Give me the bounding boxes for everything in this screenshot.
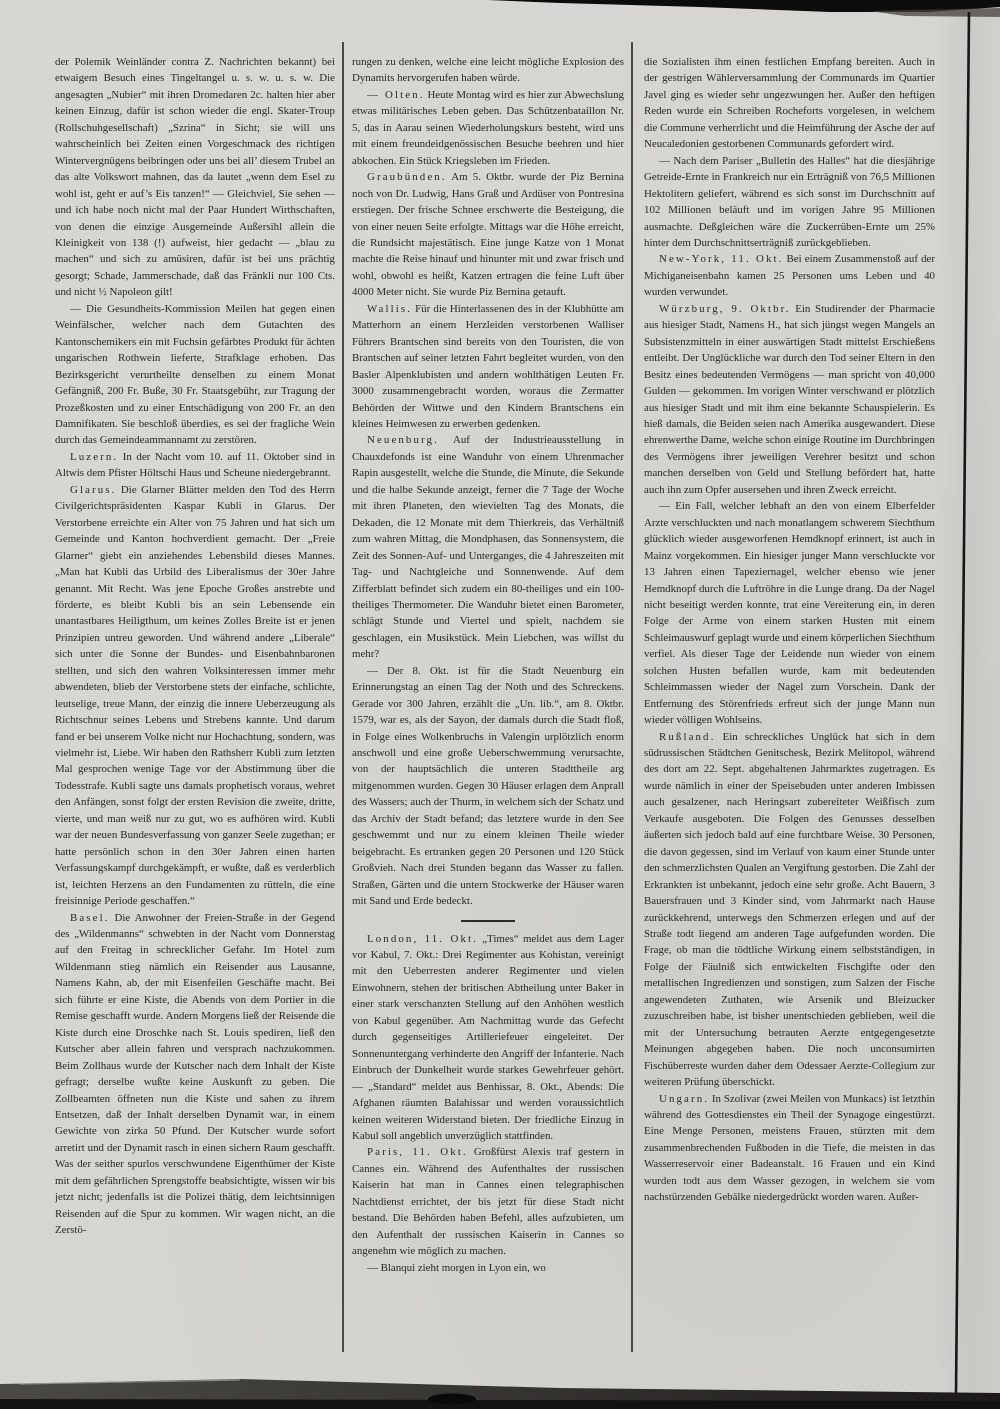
scan-top-edge-shadow [488, 0, 1000, 12]
section-lead: Glarus. [70, 483, 117, 496]
paragraph: — Die Gesundheits-Kommission Meilen hat gegen einen Weinfälscher, welcher nach dem Gutachten des Kantonschemikers ein mit Fuchsin gefärbtes Produkt für ächten ungarischen Rothwein lieferte, Strafklage erhoben. Das Bezirksgericht verurtheilte denselben zu einem Monat Gefängniß, 200 Fr. Buße, 30 Fr. Staatsgebühr, zur Tragung der Prozeßkosten und zu einer Entschädigung von 200 Fr. an den Damnifikaten. Sie beschloß überdies, es sei der fragliche Wein durch das Gemeindeammannamt zu zerstören. [55, 302, 335, 447]
scan-bottom-edge-highlight [20, 1380, 240, 1384]
paragraph: New-York, 11. Okt. Bei einem Zusammenstoß auf der Michiganeisenbahn kamen 25 Personen ums Leben und 40 wurden verwundet. [644, 253, 935, 299]
section-lead: Basel. [70, 911, 110, 924]
section-lead: Würzburg, 9. Oktbr. [659, 302, 791, 315]
column-divider-rule [342, 42, 344, 1352]
section-lead: Luzern. [70, 450, 119, 463]
paragraph: Wallis. Für die Hinterlassenen des in der Klubhütte am Matterhorn an einem Herzleiden verstorbenen Walliser Führers Brantschen sind bereits von den Touristen, die von Brantschen auf seiner letzten Fahrt begleitet wurden, von den Basler Alpenklubisten und andern wohlthätigen Leuten Fr. 3000 zusammengebracht worden, woraus die Zermatter Behörden der Wittwe und den Kindern Brantschens ein kleines Heimwesen zu erwerben gedenken. [352, 302, 624, 430]
paragraph: London, 11. Okt. „Times“ meldet aus dem Lager vor Kabul, 7. Okt.: Drei Regimenter aus Kohistan, vereinigt mit den Ueberresten anderer Regimenter und vielen Einwohnern, stehen der britischen Abtheilung unter Baker in einer stark verschanzten Stellung auf den Anhöhen westlich von Kabul gegenüber. Am Nachmittag wurde das Gefecht durch gegenseitiges Artilleriefeuer eingeleitet. Der Sonnenuntergang verhinderte den Angriff der Infanterie. Nach Einbruch der Dunkelheit wurde starkes Gewehrfeuer gehört. — „Standard“ meldet aus Benhissar, 8. Okt., Abends: Die Afghanen räumten Balahissar und werden voraussichtlich keinen weiteren Widerstand bieten. Der friedliche Einzug in Kabul soll angeblich unverzüglich stattfinden. [352, 932, 624, 1142]
section-lead: New-York, 11. Okt. [659, 253, 784, 266]
section-lead: Ungarn. [659, 1092, 710, 1105]
section-lead: Neuenburg. [367, 434, 439, 447]
paragraph: Rußland. Ein schreckliches Unglück hat sich in dem südrussischen Städtchen Genitschesk, Bezirk Melitopol, während des dort am 22. Sept. abgehaltenen Jahrmarktes zugetragen. Es wurde nämlich in einer der Speisebuden unter anderen Imbissen auch gesalzener, nach Heringsart zubereiteter Weißfisch zum Verkaufe ausgeboten. Die Folgen des Genusses desselben äußerten sich jedoch bald auf eine furchtbare Weise. 30 Personen, die davon gegessen, sind im Verlauf von kaum einer Stunde unter den schmerzlichsten Qualen an Vergiftung gestorben. Die Zahl der Erkrankten ist unbekannt, jedoch eine sehr große. Acht Bauern, 3 Bauersfrauen und 3 Kinder sind, vom Jahrmarkt nach Hause zurückkehrend, unterwegs den Schmerzen erlegen und auf der Straße todt liegend am anderen Tage aufgefunden worden. Die Frage, ob man die tödtliche Wirkung einem selbstständigen, in Folge der Fäulniß sich entwickelten Fischgifte oder den metallischen Ingredienzen und sonstigen, zum Salzen der Fische angewendeten Zuthaten, wie Arsenik und Bleizucker zuzuschreiben habe, ist bisher unentschieden geblieben, weil die mit der Untersuchung betrauten Aerzte entgegengesetzte Meinungen abgegeben haben. Die noch unconsumirten Fischüberreste wurden daher dem Odessaer Aerzte-Collegium zur weiteren Prüfung überschickt. [644, 730, 935, 1089]
paragraph: — Olten. Heute Montag wird es hier zur Abwechslung etwas militärisches Leben geben. Das Schützenbataillon Nr. 5, das in Aarau seinen Wiederholungskurs besteht, wird uns mit einem freundeidgenössischen Besuche beehren und hier abkochen. Ein Stück Kriegsleben im Frieden. [352, 88, 624, 167]
paragraph: die Sozialisten ihm einen festlichen Empfang bereiten. Auch in der gestrigen Wählerversammlung der Communards im Quartier Javel ging es wieder sehr ungezwungen her. Außer den heftigen Reden wurde ein Schreiben Rocheforts vorgelesen, in welchem die Commune verherrlicht und die Heimführung der Asche der auf Neucaledonien gestorbenen Communards gefordert wird. [644, 56, 935, 151]
paragraph: rungen zu denken, welche eine leicht mögliche Explosion des Dynamits hervorgerufen haben würde. [352, 56, 624, 85]
paragraph: Ungarn. In Szolivar (zwei Meilen von Munkacs) ist letzthin während des Gottesdienstes ein Theil der Synagoge eingestürzt. Eine Menge Personen, meistens Frauen, stürzten mit dem zusammenbrechenden Fußboden in die Tiefe, die meisten in das Wasserreservoir einer Badeanstalt. 16 Frauen und ein Kind wurden todt aus dem Wasser gezogen, in welchem sie vom nachstürzenden Gebälke niedergedrückt worden waren. Außer- [644, 1092, 935, 1204]
text-column-1 [55, 54, 335, 1354]
section-lead: Graubünden. [367, 171, 447, 184]
section-lead: London, 11. Okt. [367, 932, 478, 945]
section-lead: Wallis. [367, 302, 412, 315]
page-margin-shade [935, 0, 1000, 1409]
section-lead: — Olten. [367, 88, 425, 101]
section-lead: Rußland. [659, 730, 716, 743]
paragraph: Luzern. In der Nacht vom 10. auf 11. Oktober sind in Altwis dem Pfister Höltschi Haus und Scheune niedergebrannt. [55, 450, 335, 480]
section-lead: Paris, 11. Okt. [367, 1146, 468, 1159]
ink-smudge [428, 1394, 476, 1405]
paragraph: Glarus. Die Glarner Blätter melden den Tod des Herrn Civilgerichtspräsidenten Kaspar Kubli in Glarus. Der Verstorbene erreichte ein Alter von 75 Jahren und hat sich um Gemeinde und Kanton hochverdient gemacht. Der „Freie Glarner“ giebt ein anziehendes Lebensbild dieses Mannes. „Man hat Kubli das Urbild des Liberalismus der 30er Jahre genannt. Mit Recht. Was jene Epoche Großes anstrebte und förderte, es bleibt Kubli bis an sein Lebensende ein unantastbares Heiligthum, um keines Zolles Breite ist er jenen Prinzipien untreu geworden. Und während andere „Liberale“ sich unter die Sonne der Bundes- und Eisenbahnbaronen stellten, und sich den wahren Volksinteressen immer mehr abwendeten, blieb der Verstorbene stets der einfache, schlichte, leutselige, treue Mann, der einzig die innere Ueberzeugung als Richtschnur seines Lebens und Strebens kannte. Und darum fand er bei unserem Volke nicht nur Hochachtung, sondern, was vielmehr ist, Liebe. Wir haben den Rathsherr Kubli zum letzten Mal gesprochen wenige Tage vor der Abstimmung über die Todesstrafe. Kubli sagte uns damals prophetisch voraus, wehret den Anfängen, sonst folgt der ersten Revision die zweite, dritte, vierte, und man weiß nur zu gut, wo es aufhören wird. Kubli war der neuen Bundesverfassung von ganzer Seele zugethan; er hatte persönlich schon in den 30er Jahren einen harten Verfassungskampf durchgekämpft, er wußte, daß es verderblich ist, leichten Herzens an den Fundamenten zu rütteln, die eine freisinnige Periode geschaffen.“ [55, 483, 335, 908]
section-separator-rule [461, 920, 515, 922]
paragraph: der Polemik Weinländer contra Z. Nachrichten bekannt) bei etwaigem Besuch eines Tingeltangel u. s. w. u. s. w. Die angesagten „Nubier“ mit ihren Dromedaren 2c. halten hier aber keinen Einzug, dafür ist schon wieder die engl. Skater-Troup (Rollschuhgesellschaft) „Szrina“ in Sicht; sie will uns wahrscheinlich bei Zeiten einen Vorgeschmack des richtigen Wintervergnügens beibringen oder uns bei all’ diesem Trubel an das alte Volkswort mahnen, das da lautet „wenn dem Esel zu wohl ist, geht er auf’s Eis tanzen!“ — Gleichviel, Sie sehen — und ich habe noch nicht mal der Paar Hundert Wirthschaften, von denen die einzige Ausgemeinde Außersihl allein die Kleinigkeit von 138 (!) aufweist, hier gedacht — „blau zu machen“ und sich zu amüsiren, dafür ist bei uns prächtig gesorgt; Schade, Jammerschade, daß das Fränkli nur 100 Cts. und nicht ½ Napoleon gilt! [55, 56, 335, 299]
paragraph: Graubünden. Am 5. Oktbr. wurde der Piz Bernina noch von Dr. Ludwig, Hans Graß und Ardüser von Pontresina erstiegen. Der frische Schnee erschwerte die Besteigung, die von einer neuen Seite erfolgte. Mittags war die Höhe erreicht, die Rundsicht majestätisch. Eine junge Katze von 1 Monat machte die Reise hinauf und hinunter mit und zwar frisch und wohl, obwohl es heißt, Katzen ertragen die feine Luft über 4000 Meter nicht. Sie wurde Piz Bernina getauft. [352, 171, 624, 299]
scan-bottom-edge-shadow-dark [0, 1399, 1000, 1409]
paragraph: — Blanqui zieht morgen in Lyon ein, wo [367, 1261, 546, 1274]
paragraph: Basel. Die Anwohner der Freien-Straße in der Gegend des „Wildenmanns“ schwebten in der Nacht vom Donnerstag auf den Freitag in schrecklicher Gefahr. Im Hotel zum Wildenmann stieg nämlich ein Reisender aus Lausanne, Namens Kahn, ab, der mit Eisenfeilen Geschäfte macht. Bei sich führte er eine Kiste, die Abends von dem Portier in die Remise geschafft wurde. Andern Morgens ließ der Reisende die Kiste durch eine Droschke nach St. Louis spediren, ließ den Kutscher aber allein fahren und versprach nachzukommen. Beim Zollhaus wurde der Kutscher nach dem Inhalt der Kiste gefragt; derselbe wußte keine Auskunft zu geben. Die Zollbeamten öffneten nun die Kiste und sahen zu ihrem Entsetzen, daß der Inhalt derselben Dynamit war, in einem Gewichte von zirka 50 Pfund. Der Kutscher wurde sofort arretirt und der Dynamit rasch in einen sichern Raum geschafft. Was der seither spurlos verschwundene Eigenthümer der Kiste mit dem gefährlichen Sprengstoffe beabsichtigte, wissen wir bis jetzt nicht; jedenfalls ist die Polizei thätig, dem leichtsinnigen Reisenden auf die Spur zu kommen. Wir wagen nicht, an die Zerstö- [55, 911, 335, 1237]
paragraph: Paris, 11. Okt. Großfürst Alexis traf gestern in Cannes ein. Während des Aufenthaltes der russischen Kaiserin hat man in Cannes einen telegraphischen Nachtdienst errichtet, der bis jetzt für diese Stadt nicht bestand. Die Behörden haben Befehl, alles aufzubieten, um den Aufenthalt der russischen Kaiserin in Cannes so angenehm wie möglich zu machen. [352, 1146, 624, 1258]
paragraph: Neuenburg. Auf der Industrieausstellung in Chauxdefonds ist eine Wanduhr von einem Uhrenmacher Rapin ausgestellt, welche die Stunde, die Minute, die Sekunde und die halbe Sekunde anzeigt, ferner die 7 Tage der Woche mit ihren Planeten, den wievielten Tag des Monats, die Dekaden, die 12 Monate mit dem Thierkreis, das Verhältniß zum wahren Mittag, die Mondphasen, das Sonnensystem, die Zeit des Sonnen-Auf- und Unterganges, die 4 Jahreszeiten mit Tag- und Nachtgleiche und Sonnenwende. Auf dem Zifferblatt befindet sich zudem ein 80-theiliges und ein 100-theiliges Thermometer. Die Wanduhr bietet einen Barometer, schlägt Stunde und Viertel und spielt, nachdem sie geschlagen, ein Musikstück. Mein Liebchen, was willst du mehr? [352, 434, 624, 661]
scan-bottom-edge-shadow [0, 1379, 1000, 1409]
paragraph: — Der 8. Okt. ist für die Stadt Neuenburg ein Erinnerungstag an einen Tag der Noth und des Schreckens. Gerade vor 300 Jahren, erzählt die „Un. lib.“, am 8. Oktbr. 1579, war es, als der Sayon, der damals durch die Stadt floß, in Folge eines Wolkenbruchs in Valengin urplötzlich enorm anschwoll und eine große Ueberschwemmung verursachte, von der hauptsächlich die unteren Stadttheile arg mitgenommen wurden. Gegen 30 Häuser erlagen dem Anprall des Wassers; auch der Thurm, in welchem sich der Schatz und das Archiv der Stadt befand; das letztere wurde in den See geschwemmt und nur zu einem kleinen Theile wieder beigebracht. Es ertranken gegen 20 Personen und 120 Stück Großvieh. Nach drei Stunden begann das Wasser zu fallen. Straßen, Gärten und die untern Stockwerke der Häuser waren mit Sand und Erde bedeckt. [352, 664, 624, 908]
column-divider-rule [631, 42, 633, 1352]
paragraph: Würzburg, 9. Oktbr. Ein Studirender der Pharmacie aus hiesiger Stadt, Namens H., hat sich jüngst wegen Mangels an Subsistenzmitteln in einer auswärtigen Stadt mittelst Erschießens entleibt. Der Unglückliche war durch den Tod seiner Eltern in den Besitz eines bedeutenden Vermögens — man spricht von 40,000 Gulden — gekommen. Im vorigen Winter verschwand er plötzlich aus hiesiger Stadt und mit ihm eine bekannte Schauspielerin. Es hieß damals, die Beiden seien nach Amerika ausgewandert. Diese ehrenwerthe Dame, welche schon einige Routine im Durchbringen des Vermögens ihrer jeweiligen Verehrer besitzt und schon manchen derselben von Geld und Stellung befördert hat, hatte auch ihn zum Opfer ausersehen und ihren Zweck erreicht. [644, 302, 935, 496]
paragraph: — Ein Fall, welcher lebhaft an den von einem Elberfelder Arzte verschluckten und nach monatlangem schwerem Siechthum glücklich wieder ausgeworfenen Hemdknopf erinnert, ist auch in Mainz vorgekommen. Ein hiesiger junger Mann verschluckte vor 13 Jahren einen Tapeziernagel, welcher ebenso wie jener Hemdknopf durch die Luftröhre in die Lunge drang. Da der Nagel nicht beseitigt werden konnte, trat eine Vereiterung ein, in deren Folge der Arme von einem starken Husten mit einem Schleimauswurf geplagt wurde und einem körperlichen Siechthum verfiel. Als dieser Tage der Leidende nun wieder von einem solchen Husten befallen wurde, kam mit bedeutenden Schleimmassen wieder der Nagel zum Vorschein. Dank der Entfernung des Störenfrieds erfreut sich der junge Mann nun wieder völligen Wohlseins. [644, 500, 935, 727]
text-column-2 [352, 54, 624, 1354]
text-column-3 [644, 54, 935, 1354]
paragraph: — Nach dem Pariser „Bulletin des Halles“ hat die diesjährige Getreide-Ernte in Frankreich nur ein Erträgniß von 76,5 Millionen Hektolitern geliefert, während es sich sonst im Durchschnitt auf 102 Millionen beläuft und im vorigen Jahre 95 Millionen ausmachte. Deßgleichen wäre die Zuckerrüben-Ernte um 25% hinter dem Durchschnittserträgniß zurückgeblieben. [644, 154, 935, 249]
